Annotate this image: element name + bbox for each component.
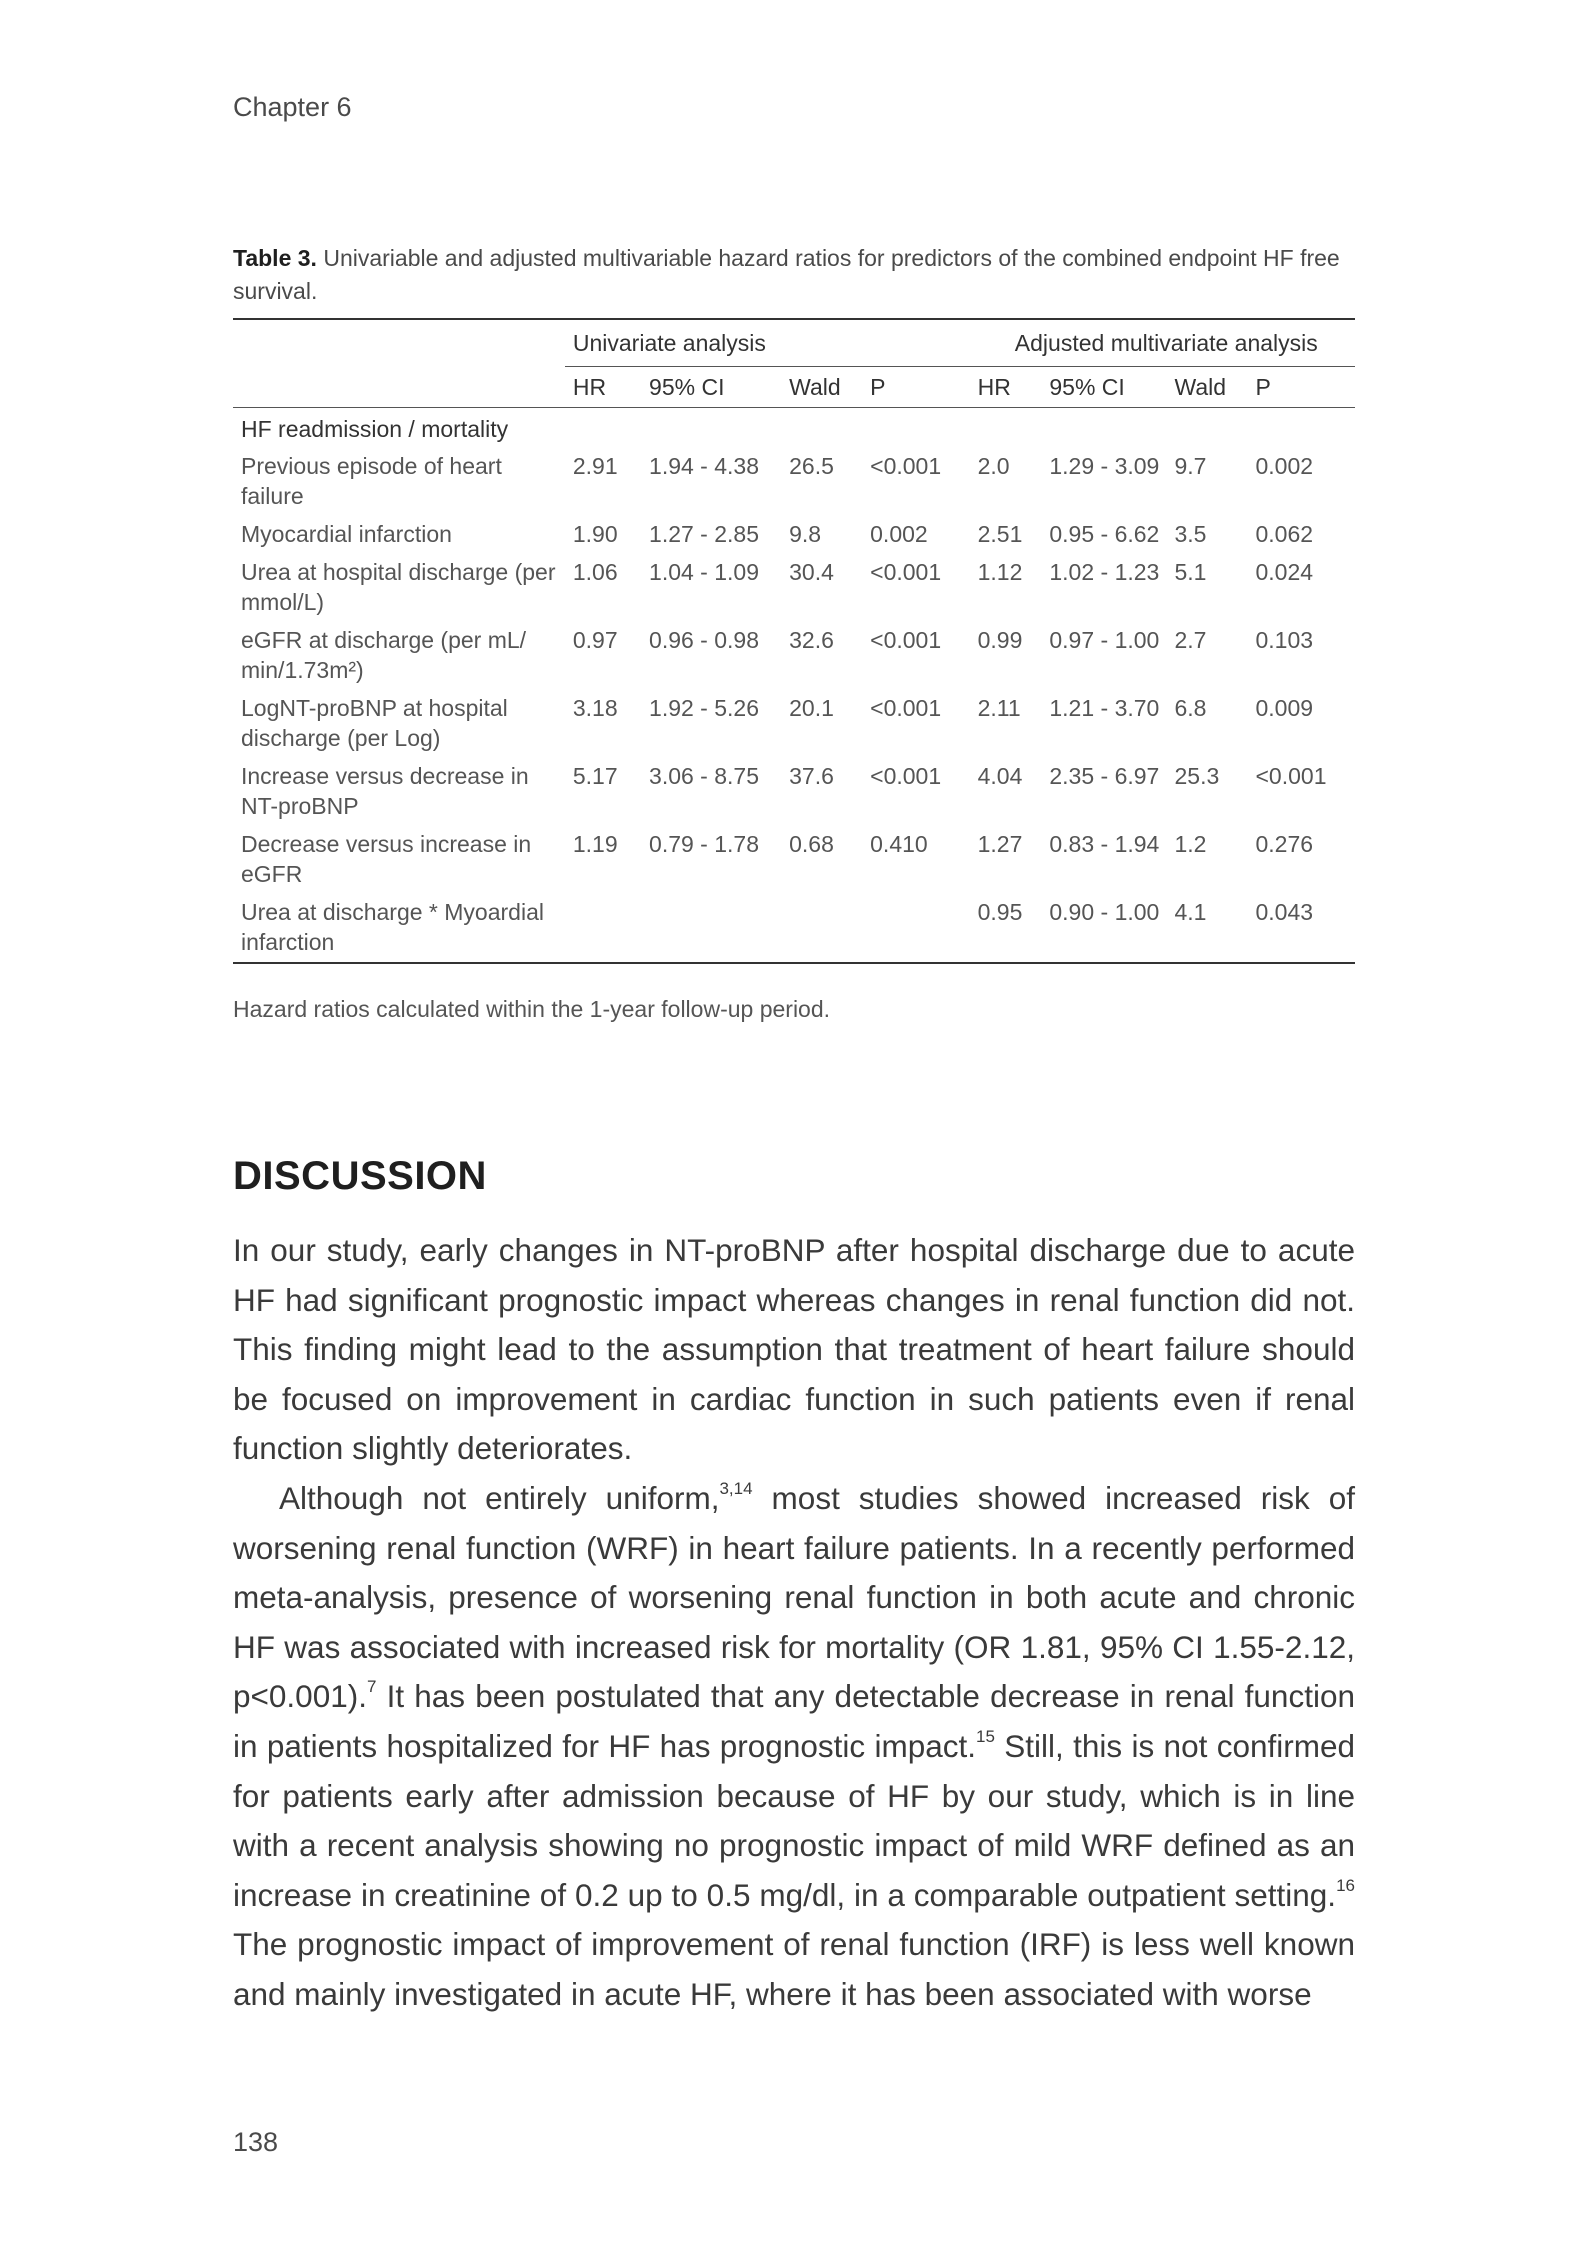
cell-univariate-ci: 1.27 - 2.85 — [649, 521, 759, 547]
table-group-header-row — [233, 319, 1355, 367]
cell-univariate-wald: 32.6 — [789, 627, 834, 653]
text-run: Still, this is not confirmed for patients early after admission because of HF by our study, which is in line with a recent analysis showing no prognostic impact of mild WRF defined as an increase in creatinine of 0.2 up to 0.5 mg/dl, in a comparable outpatient setting. — [233, 1727, 1355, 1913]
cell-adjusted-wald: 9.7 — [1174, 453, 1207, 479]
cell-univariate-hr — [565, 894, 641, 963]
row-label: Increase versus decrease in NT-proBNP — [241, 763, 529, 819]
cell-univariate-ci: 3.06 - 8.75 — [649, 763, 759, 789]
column-header-blank — [233, 367, 565, 408]
adjusted-header: Adjusted multivariate analysis — [970, 319, 1355, 367]
cell-univariate-wald — [781, 894, 862, 963]
table-row — [233, 516, 1355, 554]
column-header: HR — [572, 374, 607, 400]
cell-adjusted-hr: 0.95 — [977, 899, 1023, 925]
table-row — [233, 826, 1355, 894]
cell-adjusted-p: <0.001 — [1255, 763, 1327, 789]
cell-univariate-hr: 5.17 — [572, 763, 618, 789]
cell-adjusted-ci: 0.95 - 6.62 — [1049, 521, 1160, 547]
cell-adjusted-wald: 1.2 — [1174, 831, 1207, 857]
cell-adjusted-hr: 1.12 — [977, 559, 1023, 585]
row-label: Previous episode of heart failure — [241, 453, 502, 509]
cell-univariate-p — [862, 894, 969, 963]
text-run: The prognostic impact of improvement of renal function (IRF) is less well known and mainly investigated in acute HF, where it has been associated with worse — [233, 1926, 1355, 2012]
cell-adjusted-hr: 2.0 — [977, 453, 1010, 479]
cell-univariate-hr: 3.18 — [572, 695, 618, 721]
cell-univariate-p: 0.002 — [870, 521, 928, 547]
cell-adjusted-wald: 2.7 — [1174, 627, 1207, 653]
cell-adjusted-hr: 2.51 — [977, 521, 1023, 547]
citation-ref: 3,14 — [719, 1478, 753, 1498]
cell-adjusted-p: 0.009 — [1255, 695, 1314, 721]
table-row — [233, 894, 1355, 963]
cell-univariate-ci: 1.94 - 4.38 — [649, 453, 759, 479]
column-header: P — [870, 374, 886, 400]
cell-univariate-ci: 1.04 - 1.09 — [649, 559, 759, 585]
row-label: eGFR at discharge (per mL/ min/1.73m²) — [241, 627, 527, 683]
cell-univariate-p: <0.001 — [870, 559, 942, 585]
paragraph — [233, 1474, 1355, 2020]
cell-univariate-wald: 30.4 — [789, 559, 834, 585]
row-label: LogNT-proBNP at hospital discharge (per Log) — [241, 695, 508, 751]
cell-univariate-wald: 9.8 — [789, 521, 822, 547]
cell-univariate-hr: 1.19 — [572, 831, 618, 857]
column-header: Wald — [789, 374, 841, 400]
cell-univariate-p: <0.001 — [870, 763, 942, 789]
page-number: 138 — [233, 2127, 279, 2157]
row-label: Urea at discharge * Myoardial infarction — [241, 899, 544, 955]
cell-adjusted-p: 0.062 — [1255, 521, 1314, 547]
cell-univariate-wald: 26.5 — [789, 453, 834, 479]
cell-univariate-ci: 0.79 - 1.78 — [649, 831, 759, 857]
univariate-header: Univariate analysis — [565, 319, 970, 367]
cell-univariate-p: <0.001 — [870, 695, 942, 721]
cell-adjusted-p: 0.043 — [1255, 899, 1314, 925]
page — [233, 0, 1355, 2250]
table-section-row — [233, 408, 1355, 449]
text-run: most studies showed increased risk of worsening renal function (WRF) in heart failure patients. In a recently performed meta-analysis, presence of worsening renal function in both acute and chronic HF was associated with increased risk for mortality (OR 1.81, 95% CI 1.55-2.12, p<0.001). — [233, 1479, 1356, 1715]
cell-univariate-hr: 2.91 — [572, 453, 618, 479]
cell-adjusted-ci: 0.83 - 1.94 — [1049, 831, 1160, 857]
column-header: P — [1255, 374, 1271, 400]
citation-ref: 16 — [1336, 1875, 1355, 1895]
table-row — [233, 622, 1355, 690]
cell-univariate-p: 0.410 — [870, 831, 928, 857]
hazard-ratio-table — [233, 318, 1355, 964]
cell-adjusted-wald: 4.1 — [1174, 899, 1207, 925]
cell-univariate-ci: 1.92 - 5.26 — [649, 695, 759, 721]
cell-univariate-hr: 1.90 — [572, 521, 618, 547]
row-label: Myocardial infarction — [241, 521, 452, 547]
column-header: 95% CI — [1049, 374, 1125, 400]
cell-univariate-p: <0.001 — [870, 453, 942, 479]
table-row — [233, 758, 1355, 826]
citation-ref: 7 — [366, 1677, 377, 1697]
cell-adjusted-ci: 0.97 - 1.00 — [1049, 627, 1160, 653]
cell-adjusted-hr: 1.27 — [977, 831, 1023, 857]
cell-adjusted-wald: 5.1 — [1174, 559, 1207, 585]
text-run: Although not entirely uniform, — [279, 1479, 720, 1516]
cell-univariate-ci — [641, 894, 781, 963]
cell-univariate-wald: 0.68 — [789, 831, 834, 857]
running-head: Chapter 6 — [233, 92, 352, 122]
cell-adjusted-wald: 6.8 — [1174, 695, 1207, 721]
table-header-blank — [233, 319, 565, 367]
cell-adjusted-ci: 1.29 - 3.09 — [1049, 453, 1160, 479]
cell-univariate-p: <0.001 — [870, 627, 942, 653]
column-header: Wald — [1174, 374, 1227, 400]
cell-adjusted-p: 0.002 — [1255, 453, 1314, 479]
table-caption — [233, 242, 1355, 308]
cell-adjusted-hr: 0.99 — [977, 627, 1023, 653]
cell-univariate-hr: 1.06 — [572, 559, 618, 585]
row-label: Decrease versus increase in eGFR — [241, 831, 532, 887]
table-caption-text: Univariable and adjusted multivariable hazard ratios for predictors of the combined endpoint HF free survival. — [233, 245, 1340, 304]
citation-ref: 15 — [976, 1726, 995, 1746]
column-header: 95% CI — [649, 374, 725, 400]
table-footnote: Hazard ratios calculated within the 1-year follow-up period. — [233, 996, 831, 1022]
paragraph: In our study, early changes in NT-proBNP after hospital discharge due to acute HF had significant prognostic impact whereas changes in renal function did not. This finding might lead to the assumption that treatment of heart failure should be focused on improvement in cardiac function in such patients even if renal function slightly deteriorates. — [233, 1232, 1355, 1467]
cell-univariate-wald: 20.1 — [789, 695, 834, 721]
cell-adjusted-p: 0.024 — [1255, 559, 1314, 585]
text-run: It has been postulated that any detectable decrease in renal function in patients hospitalized for HF has prognostic impact. — [233, 1678, 1355, 1764]
row-label: Urea at hospital discharge (per mmol/L) — [241, 559, 556, 615]
discussion-body — [233, 1226, 1355, 2020]
table-section-label: HF readmission / mortality — [241, 416, 509, 442]
cell-adjusted-ci: 1.02 - 1.23 — [1049, 559, 1160, 585]
cell-adjusted-hr: 4.04 — [977, 763, 1023, 789]
section-heading: DISCUSSION — [233, 1154, 487, 1199]
cell-adjusted-ci: 2.35 - 6.97 — [1049, 763, 1160, 789]
table-row — [233, 690, 1355, 758]
cell-adjusted-ci: 1.21 - 3.70 — [1049, 695, 1160, 721]
table-column-header-row — [233, 367, 1355, 408]
column-header: HR — [977, 374, 1011, 400]
cell-adjusted-hr: 2.11 — [977, 695, 1021, 721]
cell-adjusted-p: 0.276 — [1255, 831, 1314, 857]
table-row — [233, 554, 1355, 622]
cell-univariate-hr: 0.97 — [572, 627, 618, 653]
cell-adjusted-wald: 25.3 — [1174, 763, 1220, 789]
cell-adjusted-ci: 0.90 - 1.00 — [1049, 899, 1160, 925]
table-caption-label: Table 3. — [233, 245, 317, 271]
cell-univariate-wald: 37.6 — [789, 763, 834, 789]
cell-univariate-ci: 0.96 - 0.98 — [649, 627, 759, 653]
cell-adjusted-wald: 3.5 — [1174, 521, 1207, 547]
table-row — [233, 448, 1355, 516]
cell-adjusted-p: 0.103 — [1255, 627, 1314, 653]
